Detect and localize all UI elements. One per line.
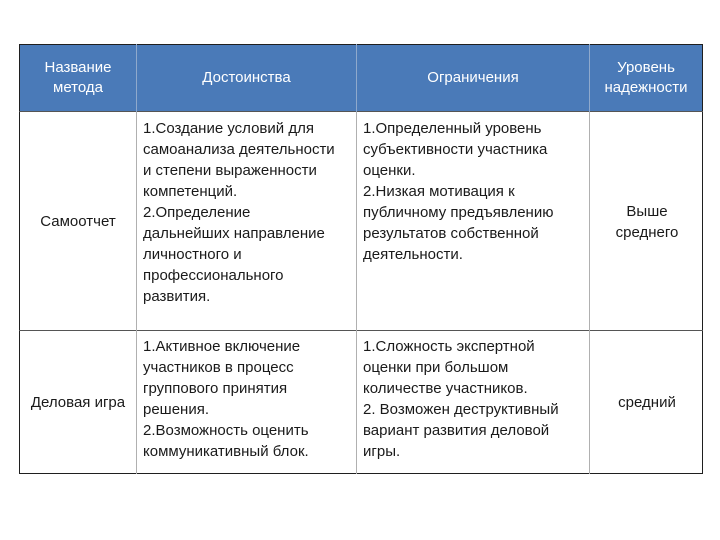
header-row xyxy=(20,45,703,112)
table-row xyxy=(20,112,703,331)
header-limitations: Ограничения xyxy=(357,45,590,112)
advantages-cell: 1.Активное включение участников в процесс группового принятия решения. 2.Возможность оценить коммуникативный блок. xyxy=(137,331,357,474)
limitations-cell: 1.Сложность экспертной оценки при большом количестве участников. 2. Возможен деструктивный вариант развития деловой игры. xyxy=(357,331,590,474)
methods-comparison-table xyxy=(19,44,703,474)
reliability-cell: средний xyxy=(590,331,703,474)
advantages-cell: 1.Создание условий для самоанализа деятельности и степени выраженности компетенций. 2.Определение дальнейших направление личностного и профессионального развития. xyxy=(137,112,357,331)
reliability-cell: Выше среднего xyxy=(590,112,703,331)
table-row xyxy=(20,331,703,474)
header-advantages: Достоинства xyxy=(137,45,357,112)
limitations-cell: 1.Определенный уровень субъективности участника оценки. 2.Низкая мотивация к публичному предъявлению результатов собственной деятельности. xyxy=(357,112,590,331)
header-reliability: Уровень надежности xyxy=(590,45,703,112)
method-name-cell: Деловая игра xyxy=(20,331,137,474)
header-method: Название метода xyxy=(20,45,137,112)
method-name-cell: Самоотчет xyxy=(20,112,137,331)
